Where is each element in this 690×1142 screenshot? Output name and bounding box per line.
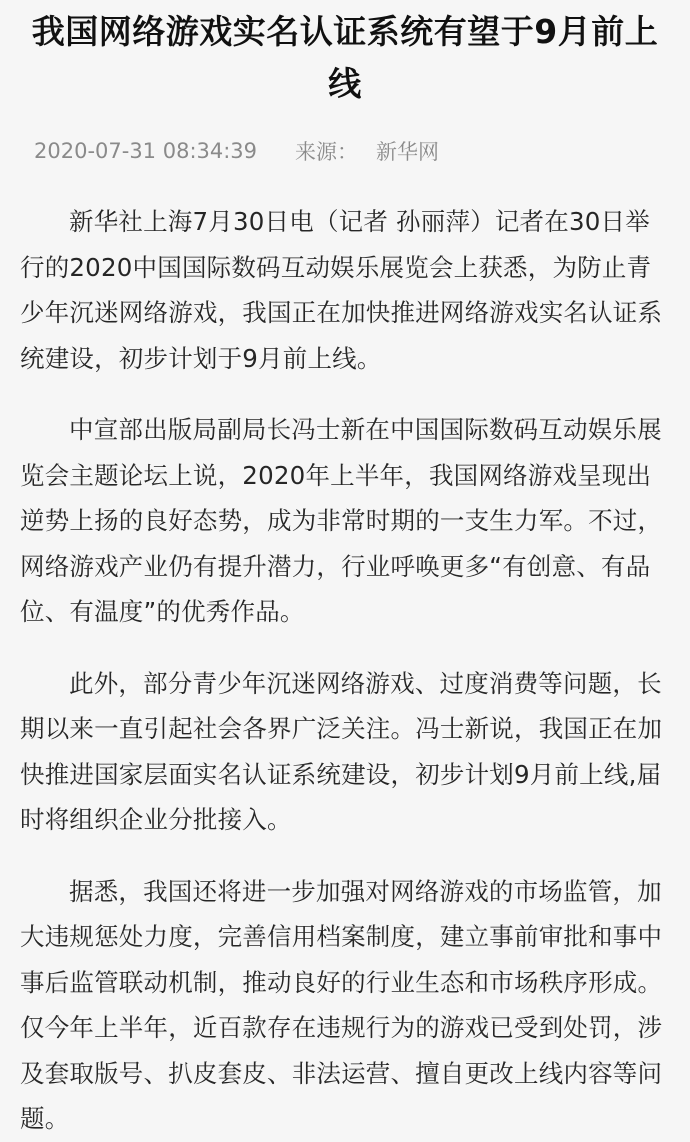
article-paragraph: 此外，部分青少年沉迷网络游戏、过度消费等问题，长期以来一直引起社会各界广泛关注。冯士新说，我国正在加快推进国家层面实名认证系统建设，初步计划9月前上线,届时将组织企业分批接入。: [20, 668, 663, 834]
article-paragraph: 中宣部出版局副局长冯士新在中国国际数码互动娱乐展览会主题论坛上说，2020年上半年，我国网络游戏呈现出逆势上扬的良好态势，成为非常时期的一支生力军。不过，网络游戏产业仍有提升潜力，行业呼唤更多“有创意、有品位、有温度”的优秀作品。: [20, 415, 663, 626]
publish-timestamp: 2020-07-31 08:34:39: [34, 139, 258, 163]
article-body: [20, 199, 670, 1142]
article-paragraph: 新华社上海7月30日电（记者 孙丽萍）记者在30日举行的2020中国国际数码互动娱乐展览会上获悉，为防止青少年沉迷网络游戏，我国正在加快推进网络游戏实名认证系统建设，初步计划于9月前上线。: [20, 207, 663, 373]
source-name[interactable]: 新华网: [376, 140, 440, 164]
article-meta: [20, 136, 670, 166]
article-paragraph: 据悉，我国还将进一步加强对网络游戏的市场监管，加大违规惩处力度，完善信用档案制度，建立事前审批和事中事后监管联动机制，推动良好的行业生态和市场秩序形成。仅今年上半年，近百款存在违规行为的游戏已受到处罚，涉及套取版号、扒皮套皮、非法运营、擅自更改上线内容等问题。: [20, 876, 663, 1133]
source-label: 来源：: [295, 140, 359, 164]
article-title: 我国网络游戏实名认证系统有望于9月前上线: [31, 12, 659, 103]
